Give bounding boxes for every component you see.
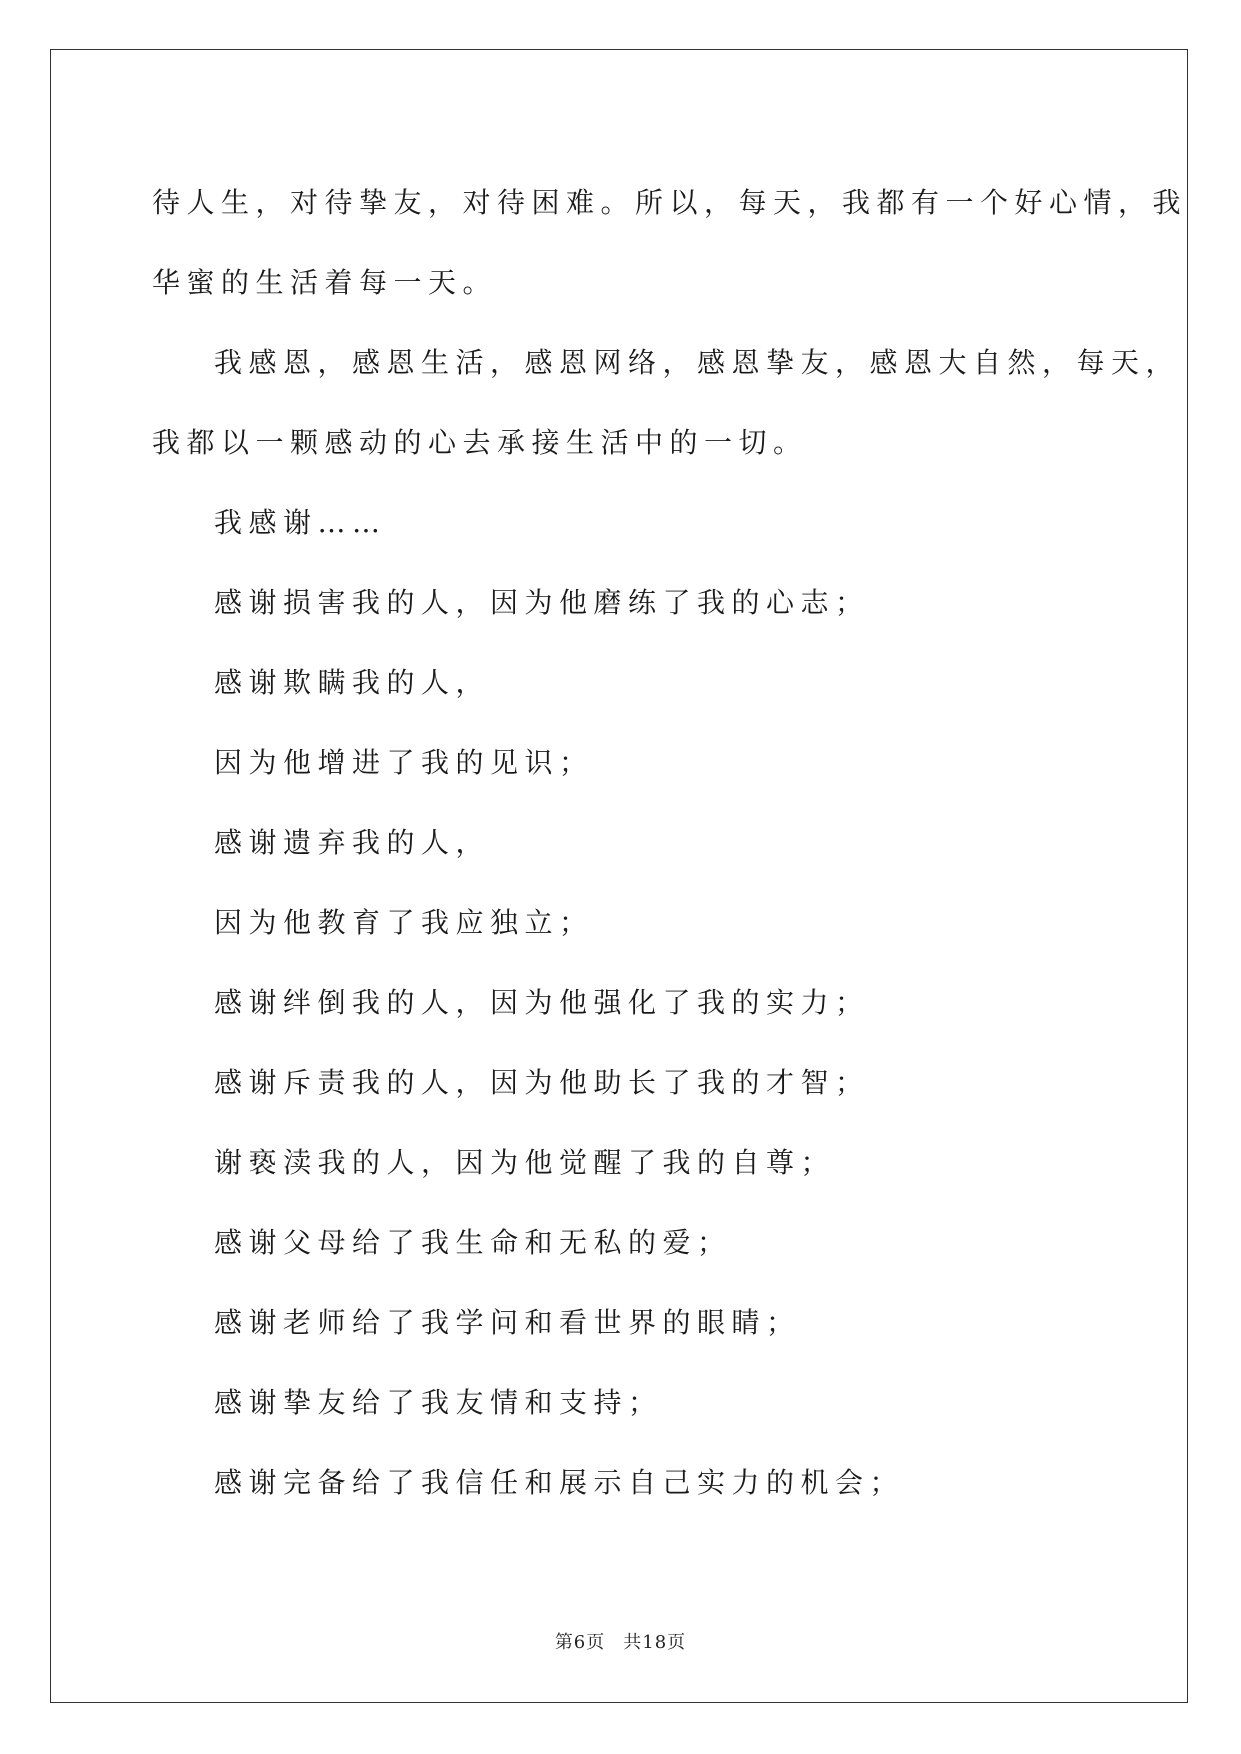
text-line: 因为他增进了我的见识； xyxy=(214,746,594,779)
text-line: 待人生，对待挚友，对待困难。所以，每天，我都有一个好心情，我 xyxy=(152,186,1188,219)
text-line: 华蜜的生活着每一天。 xyxy=(152,266,498,299)
text-line: 我感谢…… xyxy=(214,506,387,539)
text-line: 因为他教育了我应独立； xyxy=(214,906,594,939)
text-line: 我都以一颗感动的心去承接生活中的一切。 xyxy=(152,426,808,459)
text-line: 我感恩，感恩生活，感恩网络，感恩挚友，感恩大自然，每天， xyxy=(214,346,1181,379)
document-body xyxy=(152,163,1188,1523)
text-line: 感谢挚友给了我友情和支持； xyxy=(214,1386,663,1419)
text-line: 感谢绊倒我的人，因为他强化了我的实力； xyxy=(214,986,870,1019)
text-line: 感谢损害我的人，因为他磨练了我的心志； xyxy=(214,586,870,619)
text-line: 感谢斥责我的人，因为他助长了我的才智； xyxy=(214,1066,870,1099)
text-line: 感谢父母给了我生命和无私的爱； xyxy=(214,1226,732,1259)
text-line: 谢亵渎我的人，因为他觉醒了我的自尊； xyxy=(214,1146,836,1179)
text-line: 感谢欺瞒我的人， xyxy=(214,666,491,699)
page-number: 第6页 xyxy=(554,1632,606,1653)
text-line: 感谢老师给了我学问和看世界的眼睛； xyxy=(214,1306,801,1339)
text-line: 感谢完备给了我信任和展示自己实力的机会； xyxy=(214,1466,905,1499)
page-footer xyxy=(0,1628,1241,1654)
text-line: 感谢遗弃我的人， xyxy=(214,826,491,859)
page-total: 共18页 xyxy=(623,1632,687,1653)
